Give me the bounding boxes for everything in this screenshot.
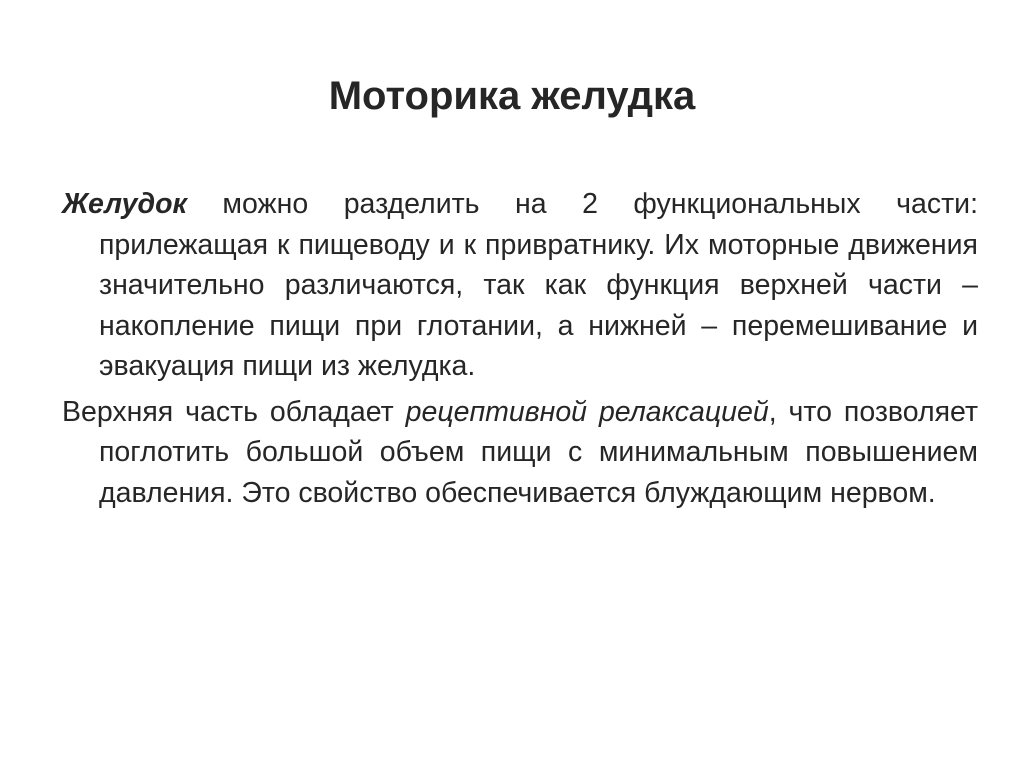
- paragraph-receptive-relaxation: [62, 392, 978, 514]
- paragraph-2-text-before: Верхняя часть обладает: [62, 395, 406, 428]
- lead-term: Желудок: [62, 188, 187, 220]
- italic-term: рецептивной релаксацией: [405, 395, 769, 428]
- slide-body: [62, 184, 978, 513]
- paragraph-1-text: можно разделить на 2 функциональных части: прилежащая к пищеводу и к привратнику. Их моторные движения значительно различаются, так как функция верхней части – накопление пищи при глотании, а нижней – перемешивание и эвакуация пищи из желудка.: [99, 188, 978, 382]
- slide-title: Моторика желудка: [328, 74, 696, 118]
- paragraph-2-text-after: , что позволяет поглотить большой объем пищи с минимальным повышением давления. Это свойство обеспечивается блуждающим нервом.: [99, 395, 978, 509]
- paragraph-stomach-parts: [62, 184, 978, 387]
